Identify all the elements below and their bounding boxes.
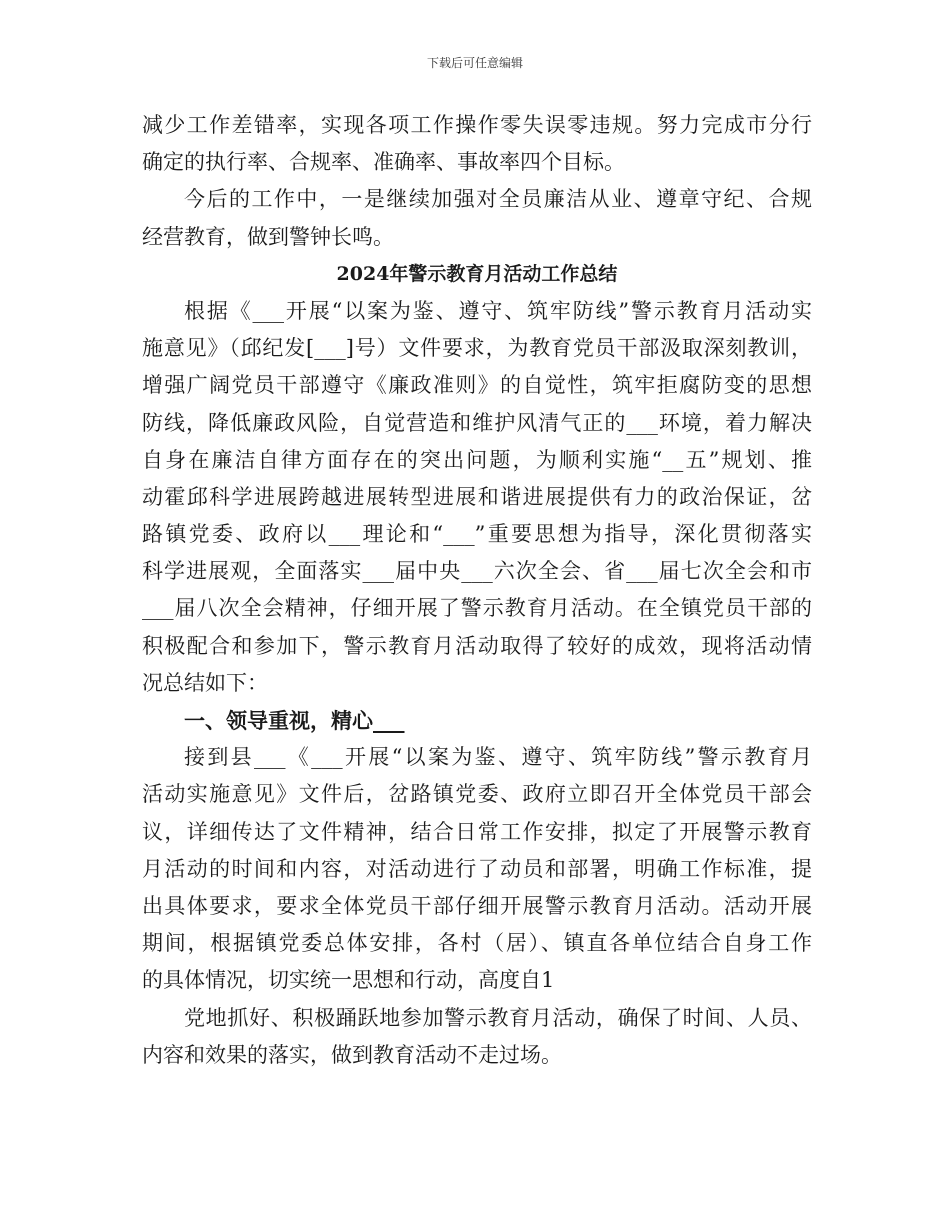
paragraph-line: 科学进展观，全面落实___届中央___六次全会、省___届七次全会和市 — [142, 559, 812, 584]
paragraph-line: 施意见》（邱纪发[___]号）文件要求，为教育党员干部汲取深刻教训， — [142, 336, 812, 361]
paragraph-line: 议，详细传达了文件精神，结合日常工作安排，拟定了开展警示教育 — [142, 819, 812, 844]
paragraph-line: 积极配合和参加下，警示教育月活动取得了较好的成效，现将活动情 — [142, 633, 812, 658]
paragraph-line: 确定的执行率、合规率、准确率、事故率四个目标。 — [142, 150, 625, 175]
paragraph-line: 减少工作差错率，实现各项工作操作零失误零违规。努力完成市分行 — [142, 113, 812, 137]
page-header-note: 下载后可任意编辑 — [426, 56, 523, 70]
paragraph-line: 出具体要求，要求全体党员干部仔细开展警示教育月活动。活动开展 — [142, 893, 812, 918]
document-body — [142, 107, 812, 1074]
paragraph-line: 内容和效果的落实，做到教育活动不走过场。 — [142, 1042, 562, 1067]
paragraph-line: 期间，根据镇党委总体安排，各村（居）、镇直各单位结合自身工作 — [142, 931, 812, 956]
paragraph-line: ___届八次全会精神，仔细开展了警示教育月活动。在全镇党员干部的 — [142, 596, 812, 621]
paragraph-line: 根据《___开展“以案为鉴、遵守、筑牢防线”警示教育月活动实 — [184, 298, 812, 323]
section-heading: 一、领导重视，精心___ — [184, 708, 405, 733]
paragraph-line: 活动实施意见》文件后，岔路镇党委、政府立即召开全体党员干部会 — [142, 782, 812, 807]
paragraph-line: 路镇党委、政府以___理论和“___”重要思想为指导，深化贯彻落实 — [142, 522, 812, 547]
paragraph-line: 况总结如下： — [142, 670, 268, 695]
paragraph-line: 月活动的时间和内容，对活动进行了动员和部署，明确工作标准，提 — [142, 856, 812, 881]
paragraph-line: 动霍邱科学进展跨越进展转型进展和谐进展提供有力的政治保证，岔 — [142, 484, 812, 509]
paragraph-line: 的具体情况，切实统一思想和行动，高度自1 — [142, 968, 555, 993]
document-title: 2024年警示教育月活动工作总结 — [336, 262, 618, 285]
paragraph-line: 防线，降低廉政风险，自觉营造和维护风清气正的___环境，着力解决 — [142, 410, 812, 435]
paragraph-line: 党地抓好、积极踊跃地参加警示教育月活动，确保了时间、人员、 — [184, 1005, 812, 1030]
paragraph-line: 今后的工作中，一是继续加强对全员廉洁从业、遵章守纪、合规 — [184, 187, 812, 212]
paragraph-line: 增强广阔党员干部遵守《廉政准则》的自觉性，筑牢拒腐防变的思想 — [142, 373, 812, 398]
paragraph-line: 自身在廉洁自律方面存在的突出问题，为顺利实施“__五”规划、推 — [142, 447, 812, 472]
paragraph-line: 经营教育，做到警钟长鸣。 — [142, 224, 394, 249]
paragraph-line: 接到县___《___开展“以案为鉴、遵守、筑牢防线”警示教育月 — [184, 745, 812, 770]
